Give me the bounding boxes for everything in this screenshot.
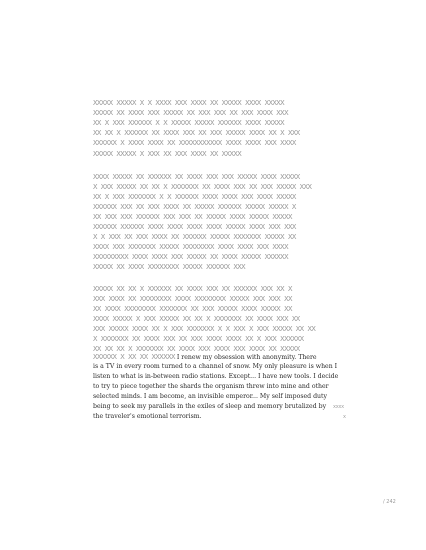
body-text-line: being to seek my parallels in the exiles of sleep and memory brutalized by xyxy=(93,403,327,410)
redacted-line: XX XX X XXXXXX XX XXXX XXX XX XXX XXXXX XXXX XX X XXX xyxy=(93,128,300,137)
body-text-line: selected minds. I am become, an invisible emperor... My self imposed duty xyxy=(93,393,328,400)
redacted-line: XXXXX XX XX X XXXXXX XX XXXX XXX XX XXXXXX XXX XX X xyxy=(93,284,292,293)
redacted-line: XXXXXX X XXXX XXXX XX XXXXXXXXXXX XXXX XXXX XXX XXXX xyxy=(93,138,296,147)
redacted-line: XXXXXX XXXXXX XXXX XXXX XXXX XXXX XXXXX XXXX XXX XXX xyxy=(93,222,296,231)
body-text-line: to try to piece together the shards the organism threw into mine and other xyxy=(93,383,329,390)
redacted-line: XXXXX XXXXX X X XXXX XXX XXXX XX XXXXX XXXX XXXXX xyxy=(93,98,285,107)
redacted-line: XXXX XXXXX XX XXXXXX XX XXXX XXX XXX XXXXX XXXX XXXXX xyxy=(93,172,300,181)
margin-annotation-line: x xyxy=(343,414,346,420)
mixed-line xyxy=(93,352,329,362)
redacted-line: XXXXX XXXXX X XXX XX XXX XXXX XX XXXXX xyxy=(93,149,242,158)
redacted-line: XXXXXX XXX XX XXX XXXX XX XXXXX XXXXXX XXXXX XXXXX X xyxy=(93,202,296,211)
margin-annotation xyxy=(333,402,346,422)
redacted-line: XX XX XX X XXXXXXX XX XXXX XXX XXXX XXX XXXX XX XXXXX xyxy=(93,344,300,353)
redacted-line: XXXX XXX XXXXXXX XXXXX XXXXXXXX XXXX XXXX XXX XXXX xyxy=(93,242,288,251)
redacted-line: XXXX XXXXX X XXX XXXXX XX XX X XXXXXXX XX XXXX XXX XX xyxy=(93,314,300,323)
redacted-line: XX X XXX XXXXXX X X XXXXX XXXXX XXXXXX XXXX XXXXX xyxy=(93,118,285,127)
redacted-line: X XXXXXXX XX XXXX XXX XX XXX XXXX XXXX XX X XXX XXXXXX xyxy=(93,334,304,343)
redacted-line: X X XXX XX XXX XXXX XX XXXXXX XXXXX XXXXXXX XXXXX XX xyxy=(93,232,296,241)
redacted-line: XXXXXXXXX XXXX XXXX XXX XXXXX XX XXXX XXXXX XXXXXX xyxy=(93,252,288,261)
body-text: I renew my obsession with anonymity. There xyxy=(176,354,317,361)
redacted-line: XXXXX XX XXXX XXX XXXXX XX XXX XXX XX XXX XXXX XXX xyxy=(93,108,288,117)
body-text-line: is a TV in every room turned to a channel of snow. My only pleasure is when I xyxy=(93,363,338,370)
redacted-line: XXX XXXXX XXXX XX X XXX XXXXXXX X X XXX X XXX XXXXX XX XX xyxy=(93,324,316,333)
page-number: / 242 xyxy=(383,499,396,505)
redacted-line: XX XXX XXX XXXXXX XXX XXX XX XXXXX XXXX XXXXX XXXXX xyxy=(93,212,292,221)
body-text-line: the traveler's emotional terrorism. xyxy=(93,413,202,420)
body-text-line: listen to what is in-between radio stations. Except... I have new tools. I decide xyxy=(93,373,339,380)
redacted-fragment: XXXXXX X XX XX XXXXXX xyxy=(93,352,175,361)
redacted-line: XXX XXXX XX XXXXXXXX XXXX XXXXXXXX XXXXX XXX XXX XX xyxy=(93,294,292,303)
redacted-line: X XXX XXXXX XX XX X XXXXXXX XX XXXX XXX XX XXX XXXXX XXX xyxy=(93,182,312,191)
redacted-line: XX XXXX XXXXXXXX XXXXXXX XX XXX XXXXX XXXX XXXXX XX xyxy=(93,304,292,313)
redacted-line: XX X XXX XXXXXXX X X XXXXXX XXXX XXXX XXX XXXX XXXXX xyxy=(93,192,296,201)
redacted-line: XXXXX XX XXXX XXXXXXXX XXXXX XXXXXX XXX xyxy=(93,262,246,271)
margin-annotation-line: xxxx xyxy=(333,404,344,410)
